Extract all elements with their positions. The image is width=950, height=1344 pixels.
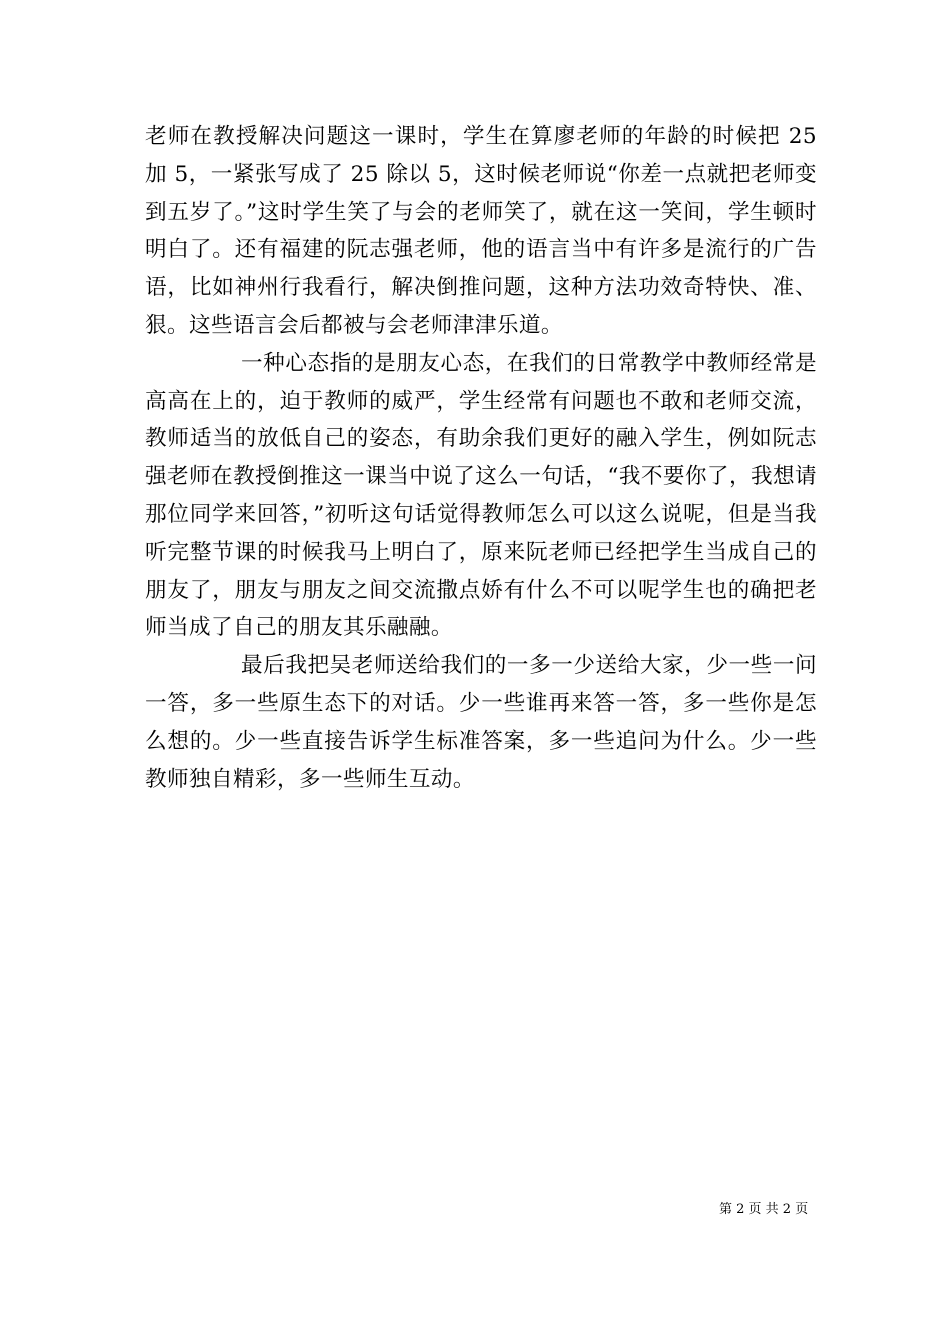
paragraph-2: 一种心态指的是朋友心态，在我们的日常教学中教师经常是高高在上的，迫于教师的威严，学生经常有问题也不敢和老师交流，教师适当的放低自己的姿态，有助余我们更好的融入学生，例如阮志强老师在教授倒推这一课当中说了这么一句话，“我不要你了，我想请那位同学来回答，”初听这句话觉得教师怎么可以这么说呢，但是当我听完整节课的时候我马上明白了，原来阮老师已经把学生当成自己的朋友了，朋友与朋友之间交流撒点娇有什么不可以呢学生也的确把老师当成了自己的朋友其乐融融。 bbox=[145, 350, 817, 641]
paragraph-1: 老师在教授解决问题这一课时，学生在算廖老师的年龄的时候把 25 加 5，一紧张写成了 25 除以 5，这时候老师说“你差一点就把老师变到五岁了。”这时学生笑了与会的老师笑了，就在这一笑间，学生顿时明白了。还有福建的阮志强老师，他的语言当中有许多是流行的广告语，比如神州行我看行，解决倒推问题，这种方法功效奇特快、准、狠。这些语言会后都被与会老师津津乐道。 bbox=[145, 124, 817, 338]
paragraph-3: 最后我把吴老师送给我们的一多一少送给大家，少一些一问一答，多一些原生态下的对话。少一些谁再来答一答，多一些你是怎么想的。少一些直接告诉学生标准答案，多一些追问为什么。少一些教师独自精彩，多一些师生互动。 bbox=[145, 653, 817, 792]
document-body bbox=[145, 118, 817, 798]
page-number-footer: 第 2 页 共 2 页 bbox=[719, 1202, 809, 1217]
